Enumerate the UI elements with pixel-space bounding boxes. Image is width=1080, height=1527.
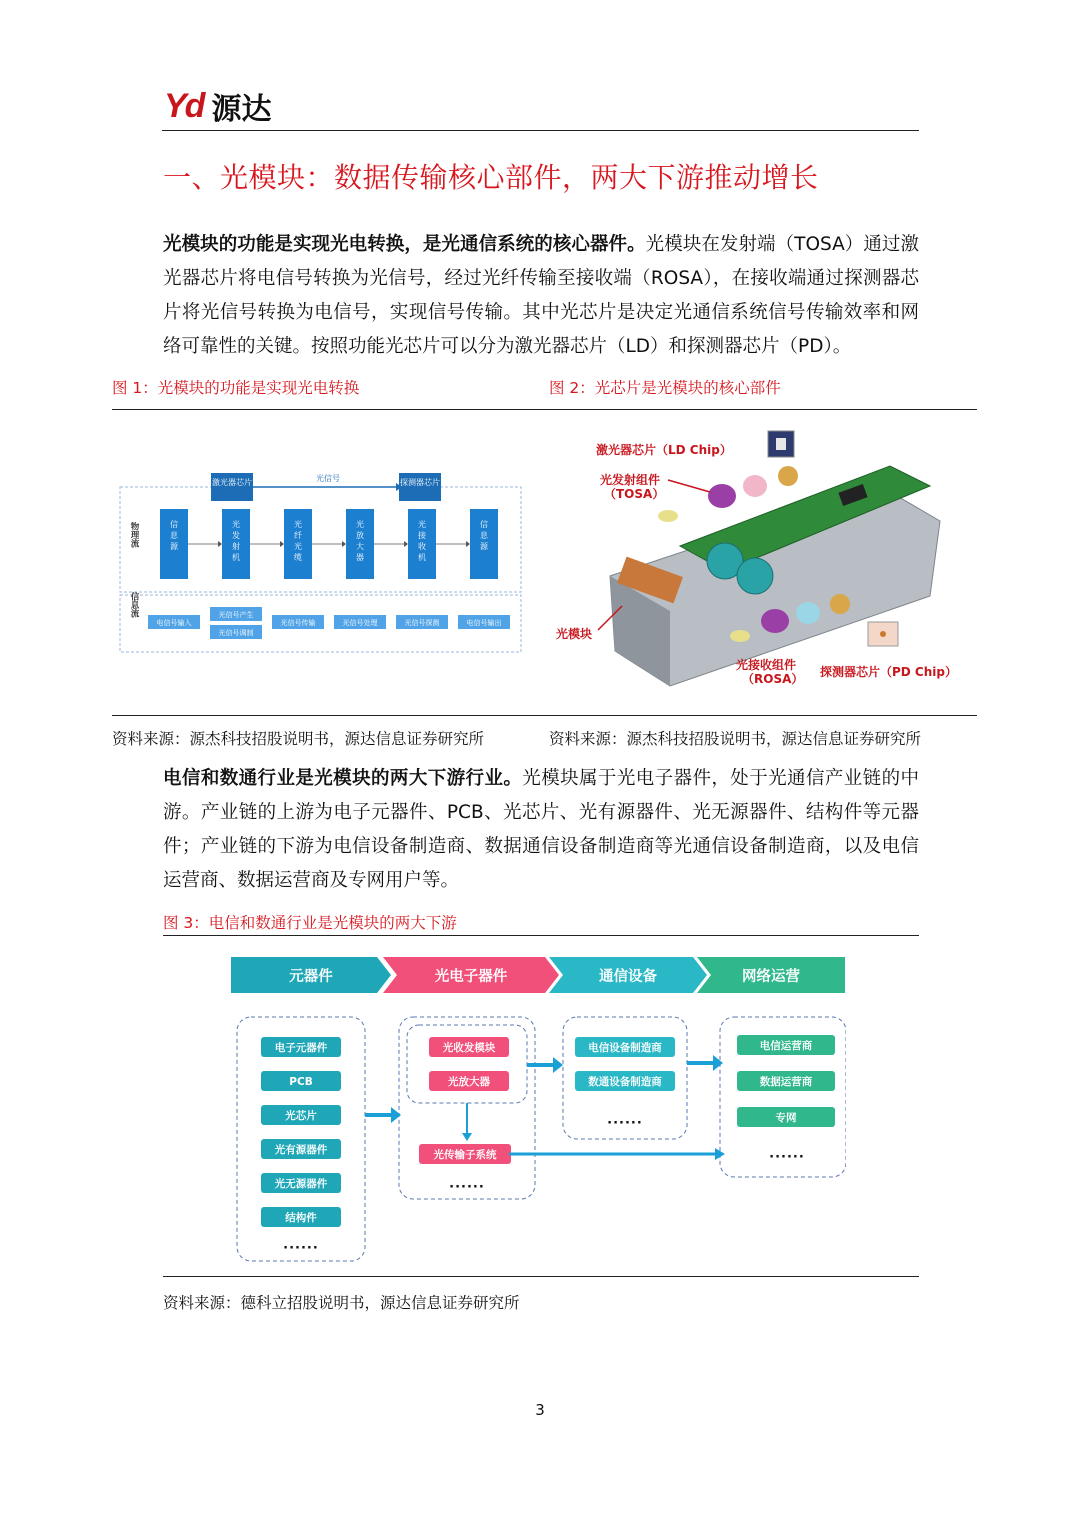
ellipsis-optoelectronics: ······ — [449, 1180, 485, 1195]
info-box-label: 光信号传输 — [280, 619, 316, 627]
chain-item-label: 光无源器件 — [274, 1178, 328, 1190]
figure-3-top-divider — [163, 935, 919, 936]
top-box-detector-chip-label: 探测器芯片 — [400, 478, 440, 487]
figure-3-industry-chain-diagram — [229, 955, 846, 1265]
chain-item-label: 光芯片 — [285, 1110, 317, 1122]
physical-box-label: 接 — [418, 531, 426, 540]
physical-box-label: 光 — [294, 520, 302, 529]
info-box-label: 电信号输入 — [156, 619, 192, 627]
figure-2-caption: 图 2：光芯片是光模块的核心部件 — [549, 379, 781, 397]
component-list — [261, 1037, 341, 1227]
paragraph-body: 光模块在发射端（TOSA）通过激光器芯片将电信号转换为光信号，经过光纤传输至接收端（ROSA），在接收端通过探测器芯片将光信号转换为电信号，实现信号传输。其中光芯片是决定光通信系统信号传输效率和网络可靠性的关键。按照功能光芯片可以分为激光器芯片（LD）和探测器芯片（PD）。 — [163, 234, 919, 357]
paragraph-lead: 光模块的功能是实现光电转换，是光通信系统的核心器件。 — [163, 234, 646, 255]
physical-box-label: 光 — [418, 520, 426, 529]
row-label-info: 信息流 — [129, 592, 139, 618]
figure-top-divider — [112, 409, 977, 410]
paragraph-body: 光模块属于光电子器件，处于光通信产业链的中游。产业链的上游为电子元器件、PCB、光芯片、光有源器件、光无源器件、结构件等元器件；产业链的下游为电信设备制造商、数据通信设备制造商等光通信设备制造商，以及电信运营商、数据运营商及专网用户等。 — [163, 768, 919, 891]
optoelectronic-list — [419, 1037, 511, 1164]
stage-label: 光电子器件 — [434, 969, 508, 985]
physical-box-label: 收 — [418, 542, 426, 551]
chain-item-label: 电信运营商 — [759, 1040, 813, 1052]
info-box-label: 光信号调制 — [218, 629, 254, 637]
physical-box-label: 发 — [232, 531, 240, 540]
chain-item-label: 结构件 — [285, 1212, 317, 1224]
rosa-lens-part — [730, 630, 750, 642]
physical-box-label: 机 — [418, 553, 426, 562]
rosa-sleeve-part — [796, 602, 820, 624]
logo-text: 源达 — [211, 92, 272, 127]
physical-arrowhead — [218, 541, 222, 547]
physical-box-label: 信 — [480, 520, 488, 529]
label-tosa-2: （TOSA） — [604, 487, 665, 501]
figure-2-optical-module-illustration — [550, 426, 972, 708]
physical-box-label: 光 — [232, 520, 240, 529]
info-box-label: 光信号产生 — [218, 611, 254, 619]
tosa-sleeve-part — [743, 475, 767, 497]
chain-item-label: 光放大器 — [448, 1076, 490, 1088]
section-title: 一、光模块：数据传输核心部件，两大下游推动增长 — [163, 161, 819, 194]
figure-1-source: 资料来源：源杰科技招股说明书，源达信息证券研究所 — [112, 730, 485, 748]
physical-box-label: 光 — [294, 542, 302, 551]
chain-item-label: 光传输子系统 — [433, 1149, 497, 1161]
stage-label: 元器件 — [289, 969, 333, 985]
physical-flow-row — [160, 509, 498, 579]
rosa-barrel-part — [761, 609, 789, 633]
label-ld-chip: 激光器芯片（LD Chip） — [596, 443, 732, 457]
label-rosa-2: （ROSA） — [742, 672, 804, 686]
physical-box-label: 光 — [356, 520, 364, 529]
paragraph-lead: 电信和数通行业是光模块的两大下游行业。 — [163, 768, 523, 789]
physical-box-label: 大 — [356, 542, 364, 551]
ellipsis-components: ······ — [283, 1241, 319, 1256]
physical-box-label: 机 — [232, 553, 240, 562]
row-label-physical: 物理流 — [129, 522, 139, 548]
figure-3-bottom-divider — [163, 1276, 919, 1277]
equipment-list — [575, 1037, 675, 1091]
physical-arrowhead — [280, 541, 284, 547]
figure-3-caption: 图 3：电信和数通行业是光模块的两大下游 — [163, 914, 457, 932]
figure-1-caption: 图 1：光模块的功能是实现光电转换 — [112, 379, 360, 397]
physical-box-label: 源 — [170, 542, 178, 551]
top-arrow-label: 光信号 — [316, 474, 340, 483]
paragraph-downstream-industries — [163, 762, 919, 898]
chain-item-label: 电子元器件 — [274, 1042, 328, 1054]
chain-item-label: 专网 — [775, 1112, 797, 1124]
chain-item-label: 数通设备制造商 — [588, 1076, 662, 1088]
tosa-flange-part — [778, 466, 798, 486]
ellipsis-operators: ······ — [769, 1150, 805, 1165]
chain-item-label: 电信设备制造商 — [588, 1042, 662, 1054]
top-box-laser-chip-label: 激光器芯片 — [212, 478, 252, 487]
company-logo — [164, 84, 271, 128]
stage-label: 网络运营 — [742, 969, 800, 985]
figure-3-source: 资料来源：德科立招股说明书，源达信息证券研究所 — [163, 1294, 520, 1312]
label-tosa-1: 光发射组件 — [600, 473, 661, 487]
stage-label: 通信设备 — [599, 969, 657, 985]
ellipsis-equipment: ······ — [607, 1116, 643, 1131]
flow-arrows — [365, 1055, 725, 1160]
port-rosa — [737, 558, 773, 594]
physical-box-label: 射 — [232, 542, 240, 551]
chain-item-label: PCB — [289, 1076, 313, 1088]
label-pd-chip: 探测器芯片（PD Chip） — [820, 665, 957, 679]
header-divider — [162, 130, 919, 131]
chain-item-label: 光有源器件 — [274, 1144, 328, 1156]
physical-box-label: 信 — [170, 520, 178, 529]
figure-2-source: 资料来源：源杰科技招股说明书，源达信息证券研究所 — [549, 730, 922, 748]
info-box-label: 光信号探测 — [404, 619, 440, 627]
label-rosa-1: 光接收组件 — [736, 658, 797, 672]
physical-arrowhead — [466, 541, 470, 547]
info-box-label: 光信号处理 — [342, 619, 378, 627]
operator-list — [737, 1035, 835, 1127]
chain-item-label: 光收发模块 — [442, 1042, 496, 1054]
chain-item-label: 数据运营商 — [759, 1076, 813, 1088]
physical-box-label: 缆 — [294, 553, 302, 562]
stage-chevrons — [231, 957, 845, 993]
tosa-barrel-part — [708, 484, 736, 508]
physical-box-label: 源 — [480, 542, 488, 551]
figure-bottom-divider — [112, 715, 977, 716]
label-module: 光模块 — [556, 627, 593, 641]
tosa-lens-part — [658, 510, 678, 522]
physical-box-label: 器 — [356, 553, 364, 562]
physical-arrowhead — [342, 541, 346, 547]
group-optoelectronics-inner — [407, 1025, 527, 1103]
physical-box-label: 息 — [480, 531, 488, 540]
info-box-label: 电信号输出 — [466, 619, 502, 627]
physical-box-label: 纤 — [294, 531, 302, 540]
rosa-flange-part — [830, 594, 850, 614]
figure-1-signal-flow-diagram — [118, 465, 523, 655]
physical-box-label: 放 — [356, 531, 364, 540]
info-flow-row — [148, 607, 510, 639]
logo-mark: Yd — [164, 86, 204, 125]
paragraph-optical-module-function — [163, 228, 919, 364]
page-number: 3 — [535, 1401, 545, 1419]
physical-box-label: 息 — [170, 531, 178, 540]
physical-arrowhead — [404, 541, 408, 547]
